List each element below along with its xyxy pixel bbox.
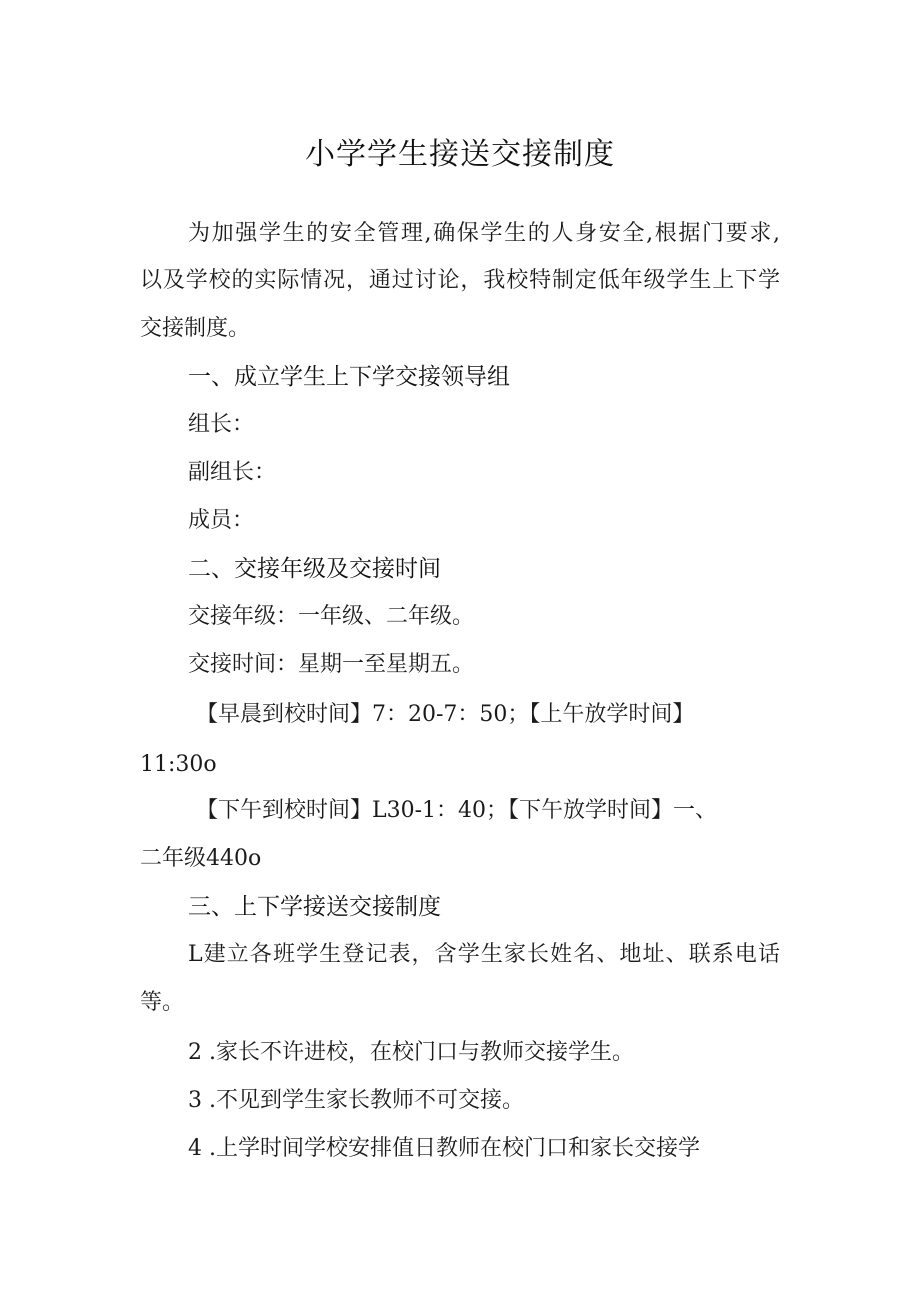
section-heading-3: 三、上下学接送交接制度 <box>188 894 441 920</box>
intro-line-2: 以及学校的实际情况，通过讨论，我校特制定低年级学生上下学 <box>140 268 780 293</box>
leader-label: 组长： <box>188 412 255 437</box>
section-heading-1: 一、成立学生上下学交接领导组 <box>188 364 510 390</box>
document-title: 小学学生接送交接制度 <box>305 137 615 172</box>
intro-line-3: 交接制度。 <box>140 316 251 341</box>
members-label: 成员： <box>188 508 255 533</box>
deputy-leader-label: 副组长： <box>188 460 277 485</box>
intro-line-1: 为加强学生的安全管理,确保学生的人身安全,根据门要求, <box>188 221 780 246</box>
rule-item-4: 4 .上学时间学校安排值日教师在校门口和家长交接学 <box>188 1136 700 1161</box>
rule-item-3: 3 .不见到学生家长教师不可交接。 <box>188 1088 524 1113</box>
rule-item-1-line-2: 等。 <box>140 990 185 1015</box>
afternoon-schedule-line-1: 【下午到校时间】L30-1：40；【下午放学时间】一、 <box>196 798 718 823</box>
morning-schedule-line-2: 11:30o <box>140 752 217 777</box>
morning-schedule-line-1: 【早晨到校时间】7：20-7：50；【上午放学时间】 <box>196 702 695 727</box>
rule-item-2: 2 .家长不许进校，在校门口与教师交接学生。 <box>188 1040 634 1065</box>
rule-item-1-line-1: L建立各班学生登记表，含学生家长姓名、地址、联系电话 <box>188 942 780 967</box>
handover-grades: 交接年级：一年级、二年级。 <box>188 604 475 629</box>
afternoon-schedule-line-2: 二年级440o <box>140 846 262 871</box>
section-heading-2: 二、交接年级及交接时间 <box>188 556 441 582</box>
handover-days: 交接时间：星期一至星期五。 <box>188 652 475 677</box>
